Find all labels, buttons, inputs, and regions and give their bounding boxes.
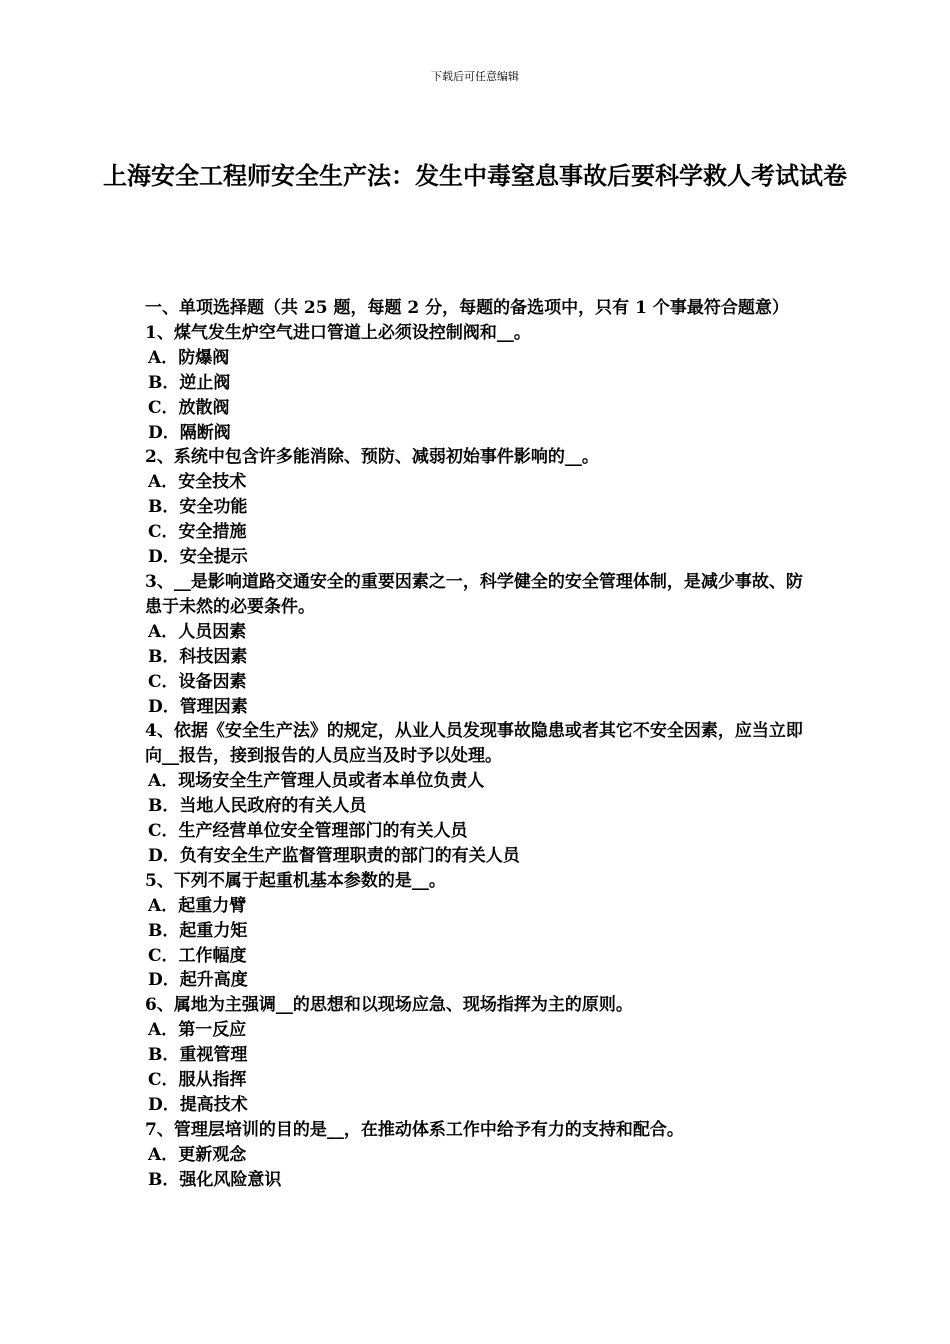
answer-option: D．起升高度 — [148, 970, 248, 991]
question-text: 5、下列不属于起重机基本参数的是__。 — [145, 870, 446, 891]
answer-option: B．强化风险意识 — [148, 1169, 282, 1190]
header-note: 下载后可任意编辑 — [431, 70, 519, 83]
answer-option: A．安全技术 — [148, 472, 247, 493]
answer-option: B．当地人民政府的有关人员 — [148, 796, 367, 817]
answer-option: A．更新观念 — [148, 1144, 247, 1165]
section-heading: 一、单项选择题（共 25 题，每题 2 分，每题的备选项中，只有 1 个事最符合题意） — [145, 298, 789, 318]
answer-option: A．第一反应 — [148, 1020, 247, 1041]
answer-option: B．重视管理 — [148, 1045, 248, 1066]
answer-option: C．工作幅度 — [148, 945, 247, 966]
question-text: 6、属地为主强调__的思想和以现场应急、现场指挥为主的原则。 — [145, 995, 633, 1016]
answer-option: C．设备因素 — [148, 671, 247, 692]
document-title: 上海安全工程师安全生产法：发生中毒窒息事故后要科学救人考试试卷 — [103, 161, 847, 190]
answer-option: C．服从指挥 — [148, 1070, 247, 1091]
answer-option: C．安全措施 — [148, 522, 247, 543]
answer-option: B．安全功能 — [148, 497, 248, 518]
answer-option: D．提高技术 — [148, 1095, 248, 1115]
exam-content — [145, 296, 815, 1193]
question-list — [145, 321, 815, 1193]
option-list — [145, 620, 815, 720]
answer-option: C．生产经营单位安全管理部门的有关人员 — [148, 821, 468, 842]
answer-option: B．逆止阀 — [148, 372, 231, 393]
question-text: 3、__是影响道路交通安全的重要因素之一，科学健全的安全管理体制，是减少事故、防患于未然的必要条件。 — [145, 571, 803, 617]
option-list — [145, 769, 815, 869]
question-text: 2、系统中包含许多能消除、预防、减弱初始事件影响的__。 — [145, 447, 599, 468]
option-list — [145, 1143, 815, 1193]
answer-option: A．现场安全生产管理人员或者本单位负责人 — [148, 771, 485, 792]
answer-option: A．人员因素 — [148, 621, 247, 642]
option-list — [145, 470, 815, 570]
answer-option: B．科技因素 — [148, 646, 248, 667]
option-list — [145, 346, 815, 446]
answer-option: D．管理因素 — [148, 696, 248, 717]
option-list — [145, 1018, 815, 1118]
answer-option: B．起重力矩 — [148, 920, 248, 941]
answer-option: D．负有安全生产监督管理职责的部门的有关人员 — [148, 845, 520, 866]
question-text: 1、煤气发生炉空气进口管道上必须设控制阀和__。 — [145, 322, 531, 343]
answer-option: D．隔断阀 — [148, 422, 231, 443]
answer-option: C．放散阀 — [148, 397, 230, 418]
answer-option: A．防爆阀 — [148, 347, 230, 368]
question-text: 7、管理层培训的目的是__，在推动体系工作中给予有力的支持和配合。 — [145, 1119, 684, 1140]
answer-option: A．起重力臂 — [148, 895, 247, 916]
answer-option: D．安全提示 — [148, 547, 248, 568]
option-list — [145, 894, 815, 994]
question-text: 4、依据《安全生产法》的规定，从业人员发现事故隐患或者其它不安全因素，应当立即向__报告，接到报告的人员应当及时予以处理。 — [145, 721, 803, 767]
